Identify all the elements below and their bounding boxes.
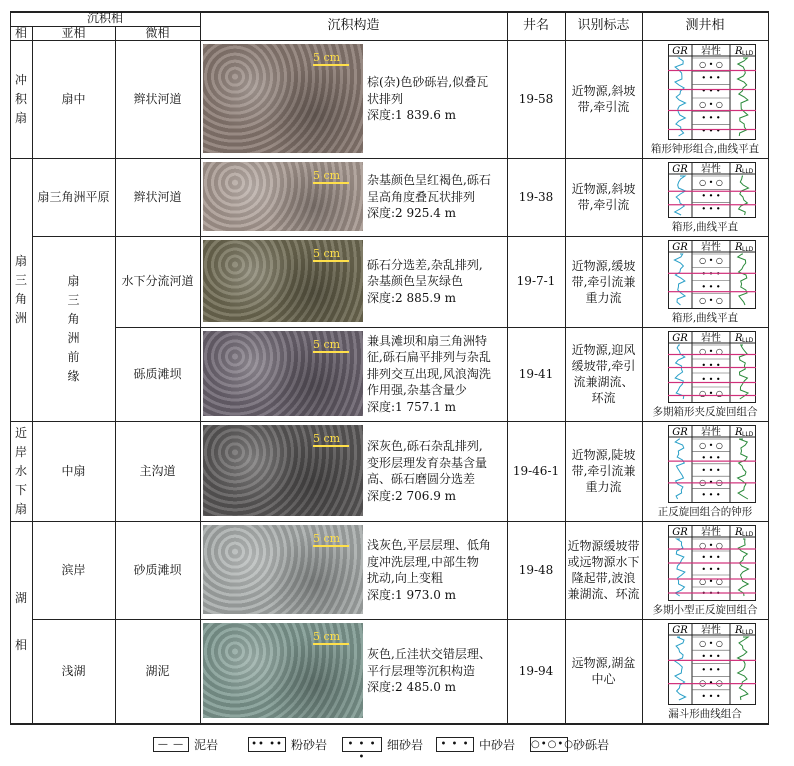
gr-label: GR bbox=[672, 164, 688, 175]
facies-cell bbox=[10, 40, 32, 158]
structure-description bbox=[367, 438, 505, 504]
microfacies-cell: 辫状河道 bbox=[133, 91, 182, 106]
facies-cell-char: 水 bbox=[14, 463, 27, 478]
marker-line: 近物源,缓坡 bbox=[571, 258, 636, 273]
rlld-curve bbox=[738, 539, 748, 596]
lithology-label: 岩性 bbox=[701, 625, 721, 636]
marker-line: 近物源,斜坡 bbox=[571, 84, 636, 98]
facies-cell-char: 洲 bbox=[14, 310, 27, 325]
scale-label: 5 cm bbox=[313, 169, 341, 182]
identification-markers bbox=[565, 421, 642, 521]
facies-cell bbox=[10, 421, 32, 521]
identification-markers bbox=[565, 327, 642, 421]
structure-description bbox=[367, 172, 505, 222]
rlld-sub-label: LLD bbox=[742, 629, 754, 636]
facies-cell bbox=[10, 158, 32, 421]
description-line: 征,砾石扁平排列与杂乱 bbox=[367, 350, 491, 365]
scale-line bbox=[313, 182, 349, 184]
subfacies-cell-char: 洲 bbox=[67, 330, 80, 345]
description-line: 排列交互出现,风浪淘洗 bbox=[367, 366, 491, 381]
lithology-dots: • • • bbox=[701, 665, 721, 675]
scale-line bbox=[313, 445, 349, 447]
description-line: 棕(杂)色砂砾岩,似叠瓦 bbox=[367, 75, 489, 90]
well-name: 19-38 bbox=[518, 189, 554, 204]
gr-curve bbox=[675, 176, 686, 215]
description-line: 度冲洗层理,中部生物 bbox=[367, 554, 479, 569]
lithology-dots: • • • bbox=[701, 73, 721, 83]
well-name: 19-94 bbox=[518, 663, 554, 678]
structure-description bbox=[367, 537, 505, 603]
marker-line: 带,牵引流兼 bbox=[571, 464, 636, 478]
log-curves bbox=[668, 425, 756, 503]
description-line: 平行层理等沉积构造 bbox=[367, 663, 476, 678]
rlld-curve bbox=[738, 439, 748, 499]
core-photo bbox=[203, 44, 363, 153]
structure-description bbox=[367, 257, 505, 307]
log-panel bbox=[668, 425, 756, 503]
description-line: 作用强,杂基含量少 bbox=[367, 383, 467, 398]
facies-cell-char: 湖 bbox=[14, 591, 27, 605]
structure-description bbox=[367, 333, 505, 416]
core-photo bbox=[203, 623, 363, 718]
rlld-label: R bbox=[735, 242, 743, 253]
gr-curve bbox=[675, 439, 684, 499]
log-caption: 箱形,曲线平直 bbox=[671, 312, 739, 324]
legend-symbol: •• •• bbox=[248, 737, 286, 752]
description-line: 深度:2 706.9 m bbox=[367, 488, 457, 503]
microfacies-cell: 砂质滩坝 bbox=[133, 562, 182, 577]
rlld-sub-label: LLD bbox=[742, 431, 754, 438]
lithology-dots: ○ • ○ bbox=[699, 256, 723, 265]
scale-line bbox=[313, 643, 349, 645]
facies-cell-char: 扇 bbox=[14, 253, 27, 268]
scale-label: 5 cm bbox=[313, 247, 341, 260]
legend-symbol: — — bbox=[153, 737, 189, 752]
log-caption: 多期小型正反旋回组合 bbox=[652, 604, 758, 616]
description-line: 深度:1 757.1 m bbox=[367, 399, 457, 414]
facies-cell-char: 角 bbox=[14, 291, 27, 306]
structure-header: 沉积构造 bbox=[327, 18, 380, 33]
lithology-dots: ○ • ○ bbox=[699, 295, 723, 305]
facies-header: 沉积相 bbox=[86, 11, 123, 25]
lithology-dots: • • • bbox=[701, 361, 721, 370]
facies-cell-char: 扇 bbox=[14, 501, 27, 516]
lithology-dots: • • • bbox=[701, 269, 721, 279]
rlld-curve bbox=[739, 176, 749, 215]
scale-bar bbox=[313, 52, 349, 66]
identification-markers bbox=[565, 619, 642, 723]
facies-cell-char: 冲 bbox=[14, 72, 27, 87]
gr-curve bbox=[675, 637, 686, 700]
lithology-dots: • • • bbox=[701, 691, 721, 701]
marker-line: 重力流 bbox=[585, 480, 622, 494]
lithology-label: 岩性 bbox=[701, 46, 721, 57]
rlld-label: R bbox=[735, 625, 743, 636]
legend-item bbox=[436, 735, 515, 753]
gr-label: GR bbox=[672, 427, 688, 438]
log-curves bbox=[668, 331, 756, 403]
subfacies-cell-char: 扇中 bbox=[61, 91, 86, 106]
lithology-dots: • • • bbox=[701, 465, 721, 475]
facies-cell bbox=[10, 521, 32, 723]
marker-line: 近物源,迎风 bbox=[571, 343, 636, 357]
log-panel bbox=[668, 240, 756, 309]
log-facies-header: 测井相 bbox=[685, 18, 725, 33]
marker-line: 近物源,斜坡 bbox=[571, 182, 636, 196]
rlld-sub-label: LLD bbox=[742, 337, 754, 344]
facies-cell-char: 三 bbox=[14, 272, 27, 287]
legend-item bbox=[248, 735, 327, 753]
grid-line bbox=[642, 11, 643, 724]
lithology-dots: • • • bbox=[701, 565, 721, 574]
log-panel bbox=[668, 525, 756, 601]
legend-symbol: • • • bbox=[436, 737, 474, 752]
well-name: 19-7-1 bbox=[516, 274, 556, 288]
lithology-dots: • • • bbox=[701, 375, 721, 384]
rlld-label: R bbox=[735, 164, 743, 175]
lithology-dots: • • • bbox=[701, 86, 721, 96]
lithology-dots: ○ • ○ bbox=[699, 389, 723, 398]
lithology-dots: ○ • ○ bbox=[699, 100, 723, 109]
log-curves bbox=[668, 623, 756, 705]
structure-description bbox=[367, 646, 505, 696]
identification-markers bbox=[565, 158, 642, 236]
scale-line bbox=[313, 351, 349, 353]
lithology-dots: ○ • ○ bbox=[699, 577, 723, 586]
log-curves bbox=[668, 525, 756, 601]
log-caption: 箱形,曲线平直 bbox=[671, 221, 739, 233]
subfacies-cell-char: 三 bbox=[67, 292, 80, 307]
scale-bar bbox=[313, 248, 349, 262]
marker-line: 重力流 bbox=[585, 290, 622, 305]
grid-line bbox=[768, 11, 769, 724]
lithology-dots: ○ • ○ bbox=[699, 347, 723, 356]
well-name: 19-46-1 bbox=[512, 463, 560, 478]
scale-bar bbox=[313, 631, 349, 645]
gr-curve bbox=[675, 539, 685, 596]
legend-symbol: • • • • bbox=[342, 737, 382, 752]
log-panel bbox=[668, 331, 756, 403]
marker-line: 带,牵引流 bbox=[577, 198, 630, 212]
markers-header: 识别标志 bbox=[577, 18, 630, 33]
description-line: 灰色,丘洼状交错层理、 bbox=[367, 647, 491, 662]
scale-bar bbox=[313, 170, 349, 184]
description-line: 深度:2 925.4 m bbox=[367, 206, 457, 221]
marker-line: 隆起带,波浪 bbox=[571, 571, 636, 585]
subfacies-cell bbox=[32, 40, 115, 158]
lithology-dots: • • • bbox=[701, 652, 721, 662]
description-line: 兼具滩坝和扇三角洲特 bbox=[367, 333, 488, 348]
lithology-dots: • • • bbox=[701, 126, 721, 136]
rlld-curve bbox=[739, 345, 748, 399]
marker-line: 近物源,陡坡 bbox=[571, 448, 636, 462]
log-caption: 漏斗形曲线组合 bbox=[668, 708, 742, 720]
description-line: 深度:2 885.9 m bbox=[367, 290, 457, 305]
log-curves bbox=[668, 240, 756, 309]
microfacies-cell: 湖泥 bbox=[145, 663, 170, 678]
subfacies-cell bbox=[32, 619, 115, 723]
lithology-dots: • • • bbox=[701, 191, 721, 201]
rlld-curve bbox=[738, 58, 748, 136]
scale-label: 5 cm bbox=[313, 51, 341, 64]
rlld-sub-label: LLD bbox=[742, 531, 754, 538]
legend-label: 粉砂岩 bbox=[291, 737, 328, 752]
scale-label: 5 cm bbox=[313, 338, 341, 351]
log-curves bbox=[668, 44, 756, 140]
core-photo bbox=[203, 162, 363, 231]
facies-cell-char: 下 bbox=[14, 482, 27, 497]
microfacies-cell: 主沟道 bbox=[139, 463, 176, 478]
marker-line: 近物源缓坡带 bbox=[567, 539, 640, 553]
rlld-label: R bbox=[735, 333, 743, 344]
legend-label: 细砂岩 bbox=[387, 737, 424, 752]
grid-line bbox=[10, 723, 769, 725]
description-line: 状排列 bbox=[367, 91, 404, 106]
legend-label: 中砂岩 bbox=[479, 737, 516, 752]
marker-line: 或远物源水下 bbox=[567, 555, 640, 569]
log-caption: 正反旋回组合的钟形 bbox=[657, 506, 753, 518]
log-panel bbox=[668, 162, 756, 218]
scale-label: 5 cm bbox=[313, 532, 341, 545]
marker-line: 中心 bbox=[591, 672, 616, 686]
marker-line: 远物源,湖盆 bbox=[571, 656, 636, 670]
core-photo bbox=[203, 331, 363, 416]
description-line: 深灰色,砾石杂乱排列, bbox=[367, 439, 483, 453]
subfacies-cell-char: 扇 bbox=[67, 273, 80, 288]
scale-line bbox=[313, 545, 349, 547]
lithology-dots: • • • bbox=[701, 204, 721, 214]
microfacies-header: 微相 bbox=[145, 25, 170, 40]
microfacies-cell: 砾质滩坝 bbox=[133, 366, 182, 381]
rlld-sub-label: LLD bbox=[742, 246, 754, 253]
rlld-curve bbox=[738, 637, 749, 700]
marker-line: 环流 bbox=[591, 391, 616, 405]
lithology-dots: • • • bbox=[701, 553, 721, 562]
marker-line: 流兼湖流、 bbox=[573, 375, 634, 389]
lithology-dots: • • • bbox=[701, 453, 721, 463]
subfacies-cell bbox=[32, 521, 115, 619]
rlld-label: R bbox=[735, 46, 743, 57]
lithology-label: 岩性 bbox=[701, 527, 721, 538]
legend-item bbox=[153, 735, 218, 753]
description-line: 深度:1 839.6 m bbox=[367, 108, 457, 123]
identification-markers bbox=[565, 521, 642, 619]
facies-table bbox=[10, 11, 768, 723]
lithology-dots: • • • bbox=[701, 490, 721, 500]
log-panel bbox=[668, 623, 756, 705]
description-line: 深度:1 973.0 m bbox=[367, 587, 457, 602]
facies-cell-char: 岸 bbox=[14, 444, 27, 459]
subfacies-cell-char: 中扇 bbox=[61, 463, 86, 478]
gr-curve bbox=[674, 254, 685, 305]
description-line: 扰动,向上变粗 bbox=[367, 571, 443, 585]
core-photo bbox=[203, 525, 363, 614]
lithology-dots: • • • bbox=[701, 113, 721, 123]
subfacies-cell-char: 角 bbox=[67, 311, 80, 326]
gr-label: GR bbox=[672, 46, 688, 57]
description-line: 砾石分选差,杂乱排列, bbox=[367, 257, 483, 272]
marker-line: 缓坡带,牵引 bbox=[571, 359, 636, 373]
subfacies-cell-char: 浅湖 bbox=[61, 663, 86, 678]
scale-bar bbox=[313, 533, 349, 547]
scale-line bbox=[313, 260, 349, 262]
structure-description bbox=[367, 74, 505, 124]
lithology-dots: ○ • ○ bbox=[699, 678, 723, 688]
identification-markers bbox=[565, 40, 642, 158]
description-line: 深度:2 485.0 m bbox=[367, 680, 457, 695]
identification-markers bbox=[565, 236, 642, 327]
scale-bar bbox=[313, 433, 349, 447]
grid-line bbox=[115, 327, 769, 328]
facies-cell-char: 相 bbox=[14, 638, 27, 652]
rlld-label: R bbox=[735, 527, 743, 538]
log-caption: 箱形钟形组合,曲线平直 bbox=[650, 143, 760, 155]
legend-item bbox=[530, 735, 609, 753]
legend-label: 泥岩 bbox=[194, 737, 219, 752]
legend-label: 砂砾岩 bbox=[573, 737, 610, 752]
subfacies-cell-char: 前 bbox=[67, 349, 80, 364]
subfacies-header: 亚相 bbox=[61, 25, 86, 40]
lithology-dots: ○ • ○ bbox=[699, 178, 723, 187]
subfacies-cell bbox=[32, 421, 115, 521]
scale-line bbox=[313, 64, 349, 66]
marker-line: 兼湖流、环流 bbox=[567, 587, 640, 601]
gr-label: GR bbox=[672, 625, 688, 636]
well-header: 井名 bbox=[522, 18, 549, 33]
lithology-dots: ○ • ○ bbox=[699, 478, 723, 488]
subfacies-cell-char: 缘 bbox=[67, 368, 80, 383]
description-line: 高、砾石磨圆分选差 bbox=[367, 472, 476, 486]
marker-line: 带,牵引流 bbox=[577, 100, 630, 114]
log-curves bbox=[668, 162, 756, 218]
well-name: 19-41 bbox=[518, 366, 554, 381]
lithology-dots: • • • bbox=[701, 589, 721, 598]
gr-curve bbox=[675, 345, 685, 399]
rlld-curve bbox=[738, 254, 747, 305]
description-line: 杂基颜色呈红褐色,砾石 bbox=[367, 173, 491, 188]
scale-label: 5 cm bbox=[313, 432, 341, 445]
subfacies-cell bbox=[32, 158, 115, 236]
marker-line: 带,牵引流兼 bbox=[571, 274, 636, 289]
description-line: 呈高角度叠瓦状排列 bbox=[367, 189, 476, 204]
lithology-label: 岩性 bbox=[701, 242, 721, 253]
facies-subheader: 相 bbox=[14, 25, 27, 40]
rlld-sub-label: LLD bbox=[742, 50, 754, 57]
lithology-dots: • • • bbox=[701, 282, 721, 292]
legend-symbol: ○•○•○ bbox=[531, 738, 574, 750]
rlld-sub-label: LLD bbox=[742, 168, 754, 175]
core-photo bbox=[203, 425, 363, 516]
subfacies-cell bbox=[32, 236, 115, 421]
lithology-label: 岩性 bbox=[701, 164, 721, 175]
description-line: 杂基颜色呈灰绿色 bbox=[367, 274, 464, 289]
legend-item bbox=[342, 735, 424, 763]
lithology-dots: ○ • ○ bbox=[699, 60, 723, 69]
gr-label: GR bbox=[672, 333, 688, 344]
subfacies-cell-char: 扇三角洲平原 bbox=[37, 189, 110, 204]
core-photo bbox=[203, 240, 363, 322]
gr-curve bbox=[675, 58, 686, 136]
lithology-label: 岩性 bbox=[701, 333, 721, 344]
scale-bar bbox=[313, 339, 349, 353]
lithology-dots: ○ • ○ bbox=[699, 639, 723, 648]
facies-cell-char: 近 bbox=[14, 425, 27, 440]
gr-label: GR bbox=[672, 242, 688, 253]
gr-label: GR bbox=[672, 527, 688, 538]
log-panel bbox=[668, 44, 756, 140]
facies-cell-char: 积 bbox=[14, 91, 27, 106]
well-name: 19-58 bbox=[518, 91, 554, 106]
microfacies-cell: 水下分流河道 bbox=[121, 274, 194, 288]
description-line: 浅灰色,平层层理、低角 bbox=[367, 538, 491, 552]
microfacies-cell: 辫状河道 bbox=[133, 189, 182, 204]
grid-line bbox=[200, 11, 201, 724]
log-caption: 多期箱形夹反旋回组合 bbox=[652, 406, 758, 418]
scale-label: 5 cm bbox=[313, 630, 341, 643]
lithology-dots: ○ • ○ bbox=[699, 441, 723, 450]
well-name: 19-48 bbox=[518, 562, 554, 577]
subfacies-cell-char: 滨岸 bbox=[61, 562, 86, 577]
facies-cell-char: 扇 bbox=[14, 110, 27, 125]
rlld-label: R bbox=[735, 427, 743, 438]
lithology-label: 岩性 bbox=[701, 427, 721, 438]
description-line: 变形层理发育杂基含量 bbox=[367, 455, 488, 470]
lithology-dots: ○ • ○ bbox=[699, 541, 723, 550]
